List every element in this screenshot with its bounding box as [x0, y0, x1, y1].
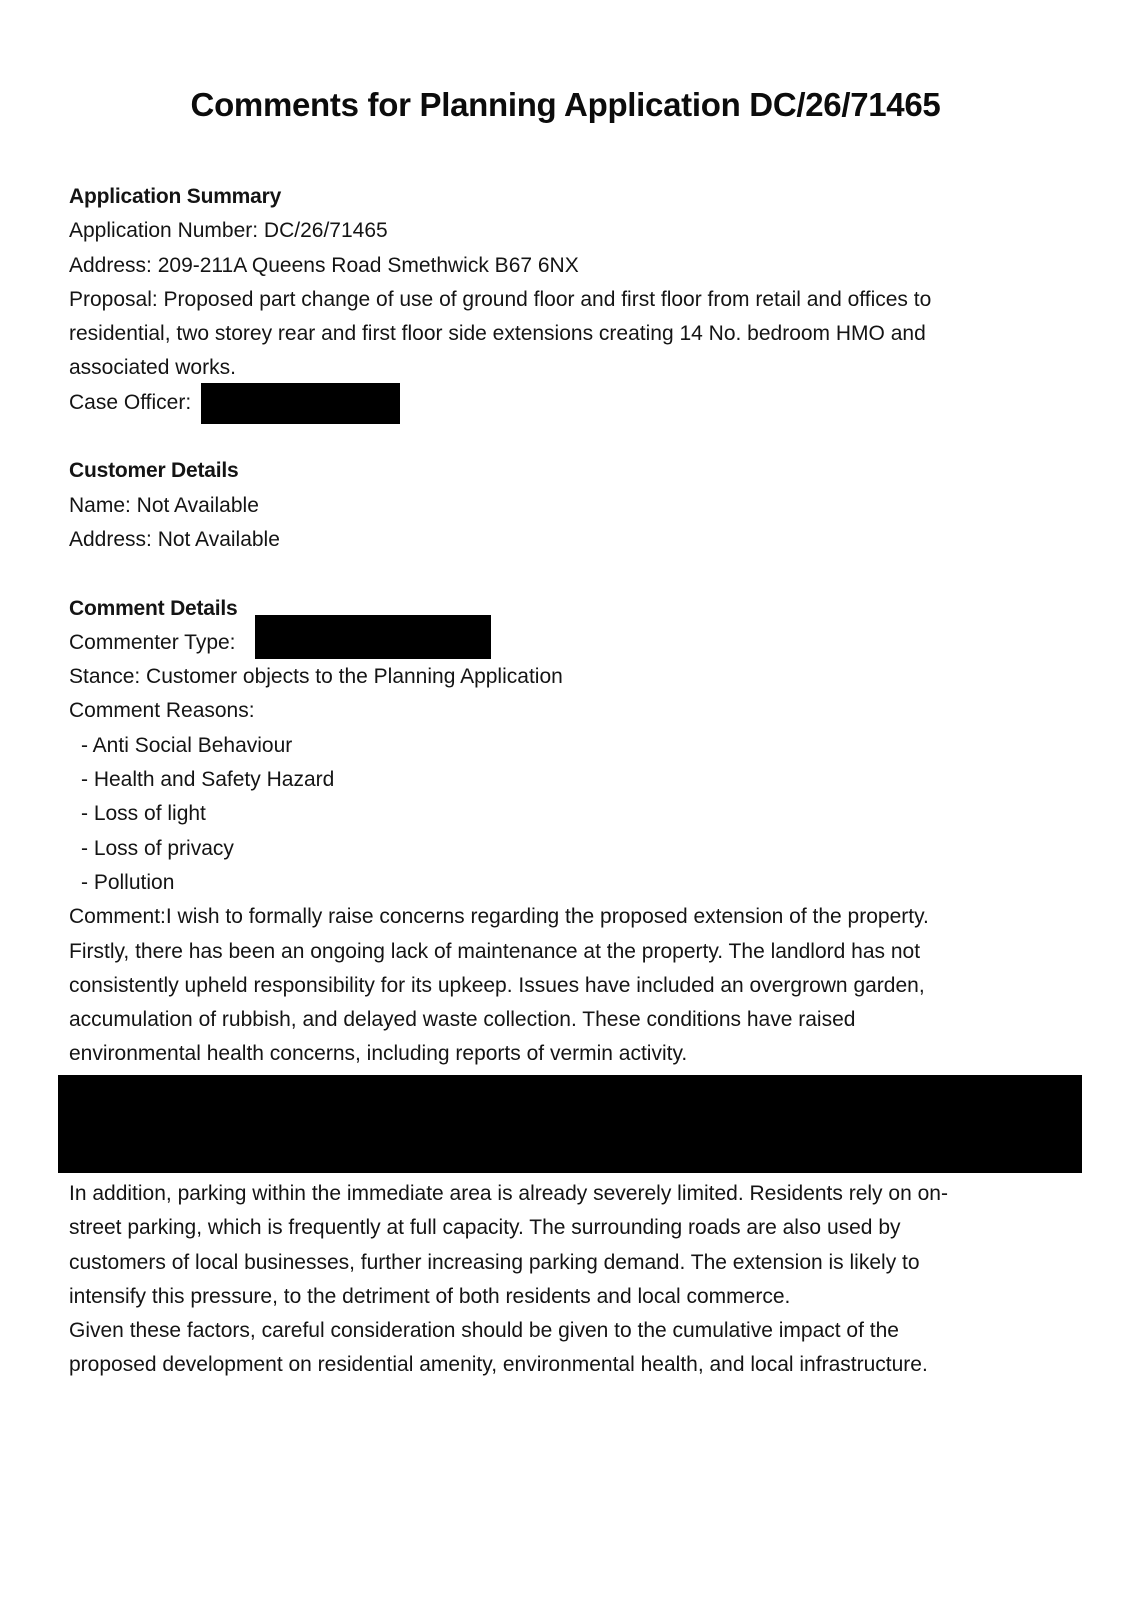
- section-gap: [69, 557, 1049, 591]
- case-officer-label: Case Officer:: [69, 390, 192, 414]
- comment-continued: [69, 1177, 1049, 1383]
- customer-details-heading: Customer Details: [69, 459, 239, 483]
- proposal-line: associated works.: [69, 356, 236, 380]
- customer-name: Name: Not Available: [69, 493, 259, 517]
- stance: Stance: Customer objects to the Planning Application: [69, 665, 563, 689]
- comment-text-line: Given these factors, careful consideration should be given to the cumulative impact of the: [69, 1319, 899, 1343]
- comment-reasons-label: Comment Reasons:: [69, 699, 255, 723]
- comment-reason-item: - Health and Safety Hazard: [81, 768, 335, 792]
- comment-text-line: Firstly, there has been an ongoing lack of maintenance at the property. The landlord has not: [69, 939, 921, 963]
- comment-text-line: customers of local businesses, further increasing parking demand. The extension is likely to: [69, 1250, 920, 1274]
- application-summary-heading: Application Summary: [69, 185, 282, 208]
- application-address: Address: 209-211A Queens Road Smethwick B67 6NX: [69, 253, 579, 277]
- comment-reason-item: - Loss of privacy: [81, 836, 234, 860]
- comment-details-heading: Comment Details: [69, 596, 238, 620]
- comment-reason-item: - Loss of light: [81, 802, 206, 826]
- comment-reason-item: - Anti Social Behaviour: [81, 733, 293, 757]
- document-body: [69, 180, 1049, 1072]
- comment-text-line: proposed development on residential amenity, environmental health, and local infrastructure.: [69, 1353, 928, 1377]
- comment-text-line: Comment:I wish to formally raise concerns regarding the proposed extension of the property.: [69, 905, 929, 929]
- commenter-type-redaction: [255, 615, 491, 659]
- commenter-type-label: Commenter Type:: [69, 630, 236, 654]
- comment-text-line: street parking, which is frequently at full capacity. The surrounding roads are also used by: [69, 1216, 901, 1240]
- customer-address: Address: Not Available: [69, 527, 280, 551]
- application-number: Application Number: DC/26/71465: [69, 219, 388, 243]
- comment-text-line: intensify this pressure, to the detriment of both residents and local commerce.: [69, 1284, 791, 1308]
- page-title: Comments for Planning Application DC/26/71465: [190, 86, 941, 123]
- comment-text-line: environmental health concerns, including reports of vermin activity.: [69, 1042, 688, 1066]
- section-gap: [69, 420, 1049, 454]
- comment-reason-item: - Pollution: [81, 870, 175, 894]
- case-officer-redaction: [201, 383, 400, 424]
- comment-text-line: accumulation of rubbish, and delayed waste collection. These conditions have raised: [69, 1008, 856, 1032]
- comment-text-line: consistently upheld responsibility for its upkeep. Issues have included an overgrown garden,: [69, 973, 925, 997]
- comment-redaction-block: [58, 1075, 1082, 1173]
- proposal-line: residential, two storey rear and first floor side extensions creating 14 No. bedroom HMO and: [69, 322, 926, 346]
- comment-text-line: In addition, parking within the immediate area is already severely limited. Residents rely on on-: [69, 1182, 948, 1205]
- proposal-line: Proposal: Proposed part change of use of ground floor and first floor from retail and offices to: [69, 287, 932, 311]
